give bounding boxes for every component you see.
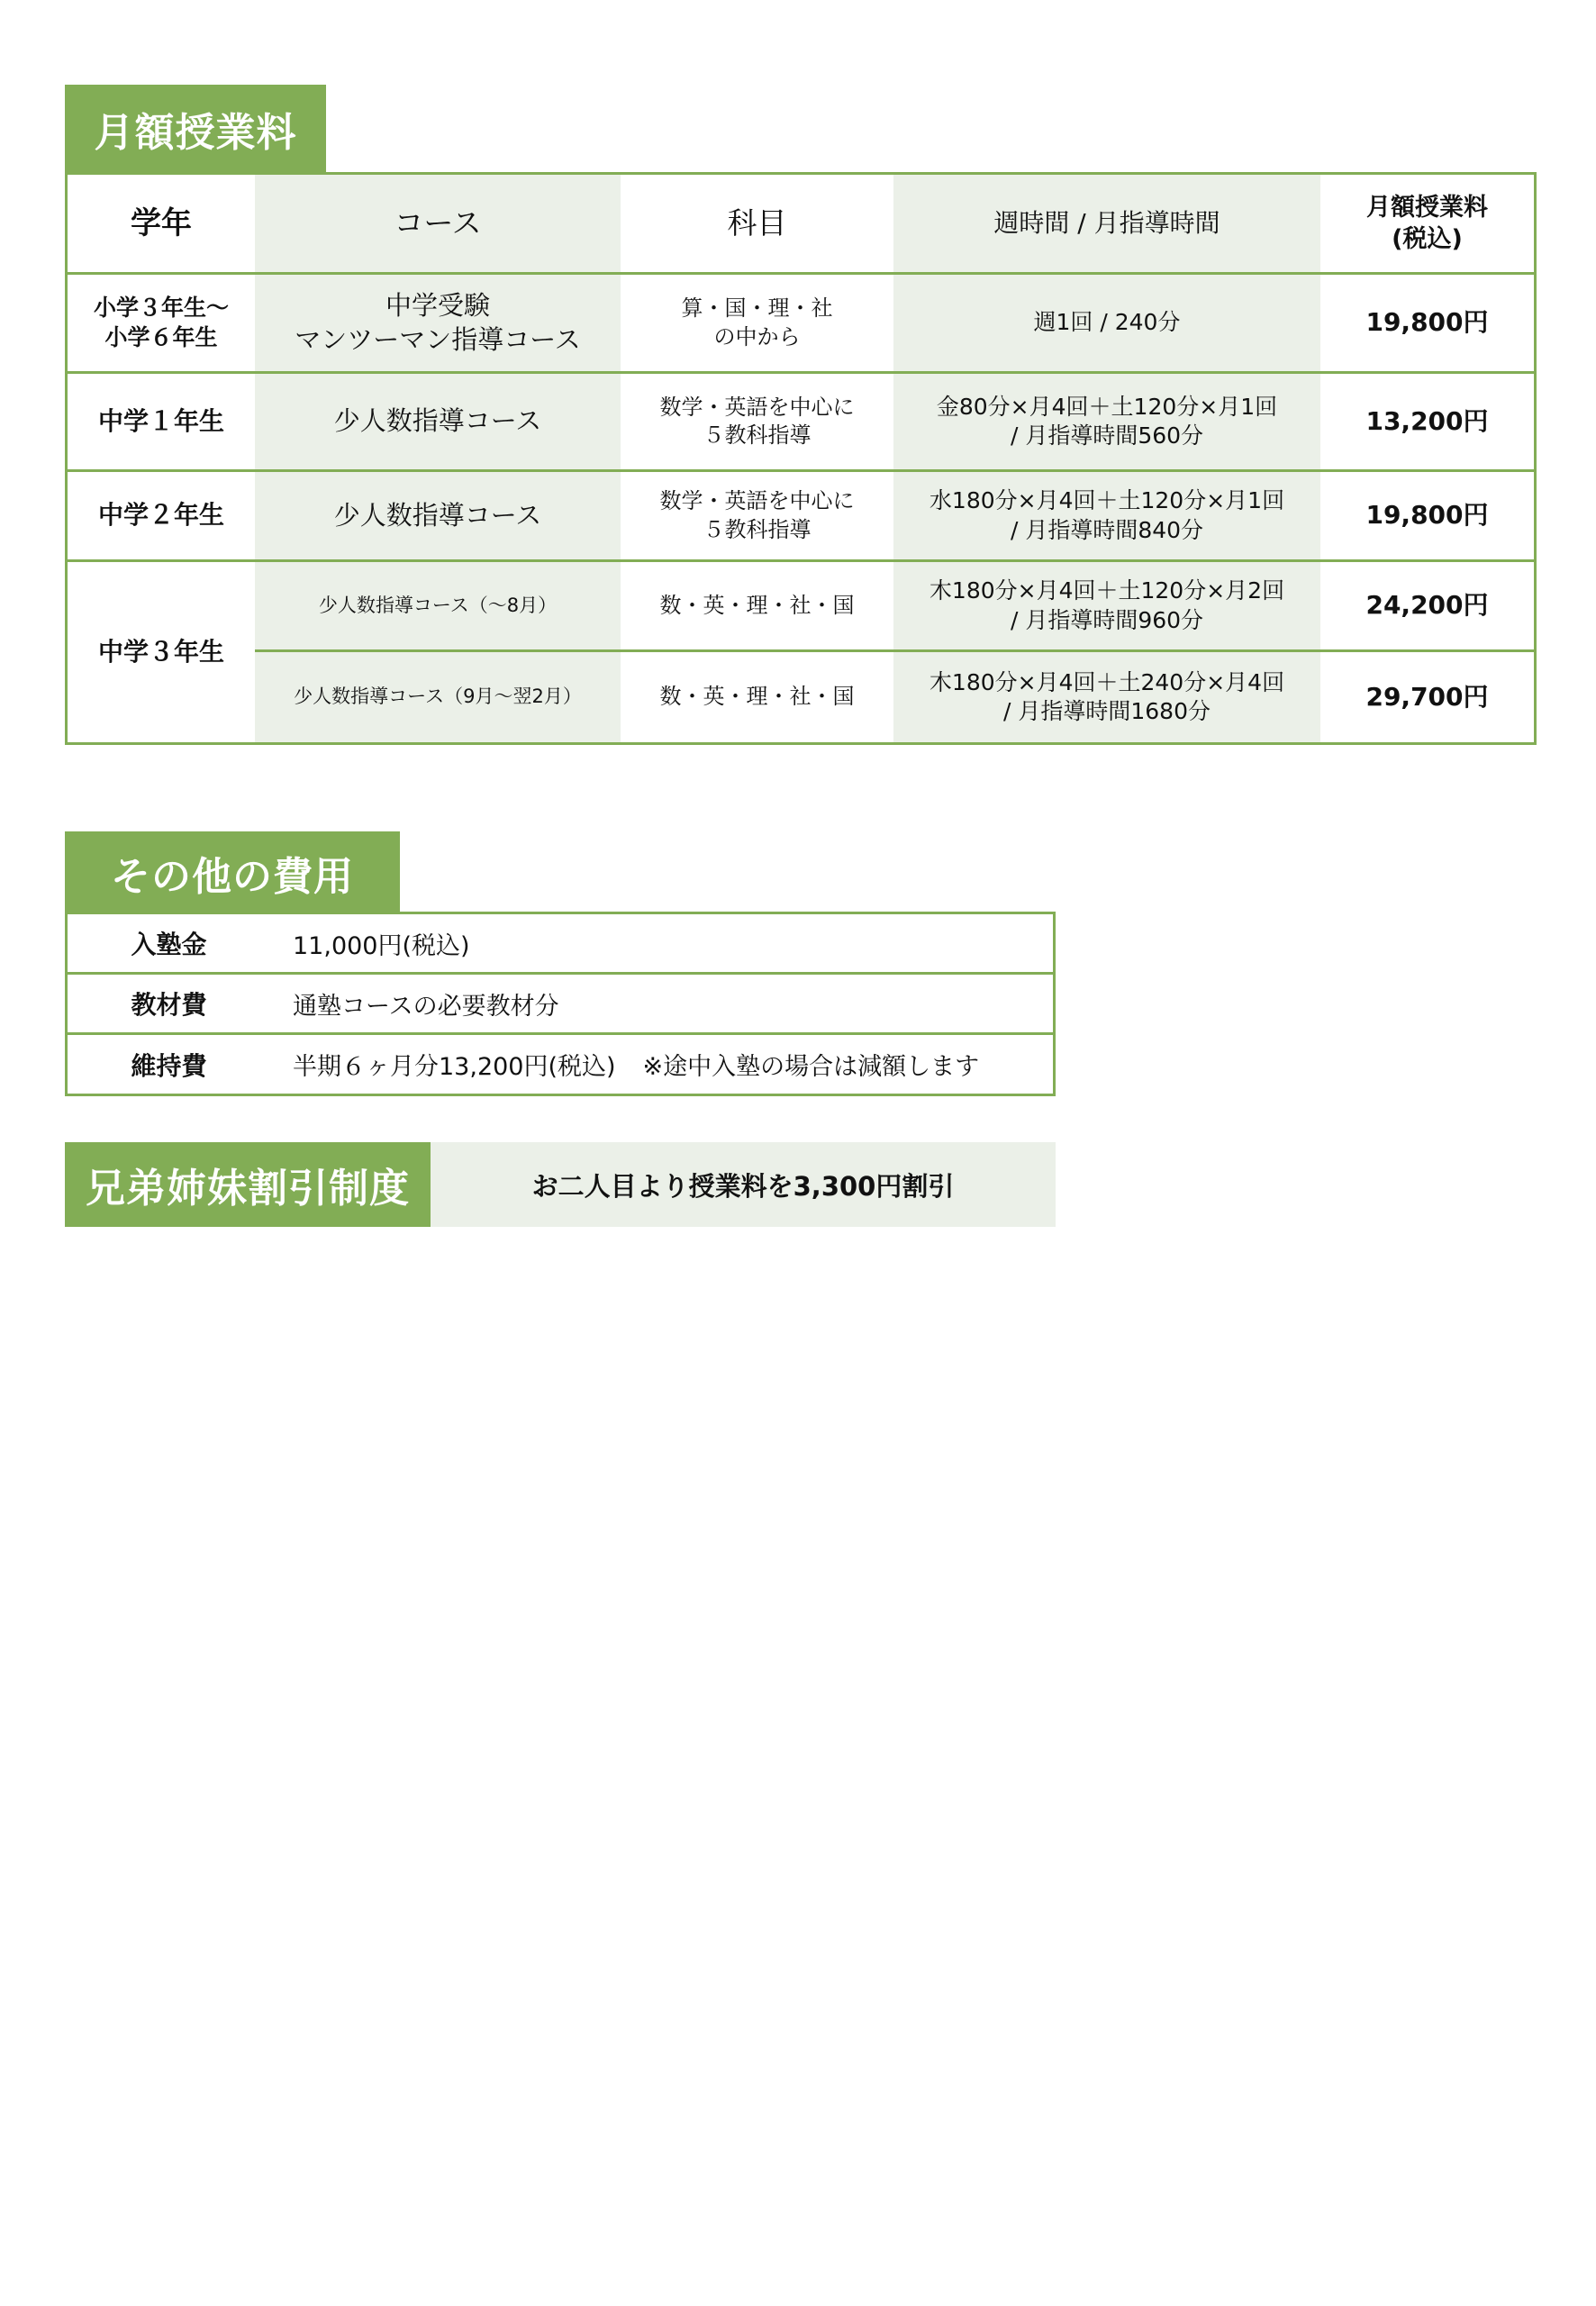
hours-cell: 週1回 / 240分: [1033, 309, 1181, 336]
course-cell: [255, 275, 621, 371]
subject-line: 数学・英語を中心に: [659, 488, 855, 514]
header-fee-line2: (税込): [1392, 225, 1463, 253]
hours-cell: [893, 472, 1320, 559]
subject-line: の中から: [713, 323, 801, 350]
subject-cell: 数・英・理・社・国: [659, 684, 855, 710]
hours-line: / 月指導時間840分: [1010, 516, 1204, 543]
header-course: コース: [394, 204, 482, 241]
other-fee-value-text: 半期６ヶ月分13,200円(税込): [293, 1053, 616, 1081]
subject-line: ５教科指導: [703, 422, 812, 448]
other-fees-heading: その他の費用: [65, 831, 400, 913]
grade-cell: 中学３年生: [97, 636, 224, 667]
subject-line: ５教科指導: [703, 516, 812, 542]
other-fee-value: 通塾コースの必要教材分: [293, 992, 559, 1021]
hours-line: 金80分×月4回＋土120分×月1回: [936, 393, 1278, 420]
subject-cell: [621, 472, 893, 559]
other-fee-label: 入塾金: [131, 930, 207, 959]
other-fee-label: 教材費: [131, 990, 207, 1020]
course-cell: 少人数指導コース: [333, 499, 542, 531]
fee-cell: 24,200円: [1365, 590, 1489, 621]
header-hours: 週時間 / 月指導時間: [993, 207, 1220, 238]
grade-cell: 中学２年生: [97, 500, 224, 531]
hours-cell: [893, 374, 1320, 469]
hours-cell: [893, 562, 1320, 649]
grade-cell: [68, 275, 255, 371]
hours-cell: [893, 652, 1320, 742]
grade-line: 小学６年生: [104, 323, 218, 350]
header-fee-line1: 月額授業料: [1366, 193, 1488, 222]
sibling-discount-text: お二人目より授業料を3,300円割引: [431, 1142, 1056, 1227]
subject-cell: [621, 374, 893, 469]
course-line: マンツーマン指導コース: [295, 323, 581, 355]
hours-line: 木180分×月4回＋土120分×月2回: [929, 577, 1285, 604]
other-fee-value: 11,000円(税込): [293, 931, 470, 960]
other-fees-table: [65, 912, 1056, 1096]
course-cell: 少人数指導コース（〜8月）: [318, 594, 558, 616]
hours-line: 水180分×月4回＋土120分×月1回: [929, 487, 1285, 513]
tuition-table: [65, 172, 1537, 745]
hours-line: / 月指導時間960分: [1010, 606, 1204, 633]
course-cell: 少人数指導コース（9月〜翌2月）: [294, 685, 582, 708]
course-cell: 少人数指導コース: [333, 405, 542, 437]
tuition-heading: 月額授業料: [65, 85, 326, 173]
subject-cell: 数・英・理・社・国: [659, 592, 855, 618]
header-subject: 科目: [727, 204, 787, 241]
course-line: 中学受験: [385, 289, 490, 321]
hours-line: 木180分×月4回＋土240分×月4回: [929, 668, 1285, 695]
fee-cell: 29,700円: [1365, 681, 1489, 712]
other-fee-note: ※途中入塾の場合は減額します: [642, 1053, 980, 1081]
sibling-discount-heading: 兄弟姉妹割引制度: [65, 1142, 431, 1227]
grade-line: 小学３年生〜: [93, 295, 229, 321]
other-fee-label: 維持費: [131, 1050, 207, 1081]
hours-line: / 月指導時間560分: [1010, 422, 1204, 449]
other-fee-value: [293, 1035, 979, 1094]
fee-cell: 19,800円: [1365, 500, 1489, 531]
hours-line: / 月指導時間1680分: [1003, 698, 1211, 724]
subject-cell: [621, 275, 893, 371]
header-grade: 学年: [131, 204, 192, 241]
grade-cell: 中学１年生: [97, 405, 224, 436]
subject-line: 数学・英語を中心に: [659, 394, 855, 420]
fee-cell: 13,200円: [1365, 405, 1489, 436]
subject-line: 算・国・理・社: [681, 295, 833, 322]
fee-cell: 19,800円: [1365, 307, 1489, 338]
header-fee: [1320, 175, 1534, 272]
